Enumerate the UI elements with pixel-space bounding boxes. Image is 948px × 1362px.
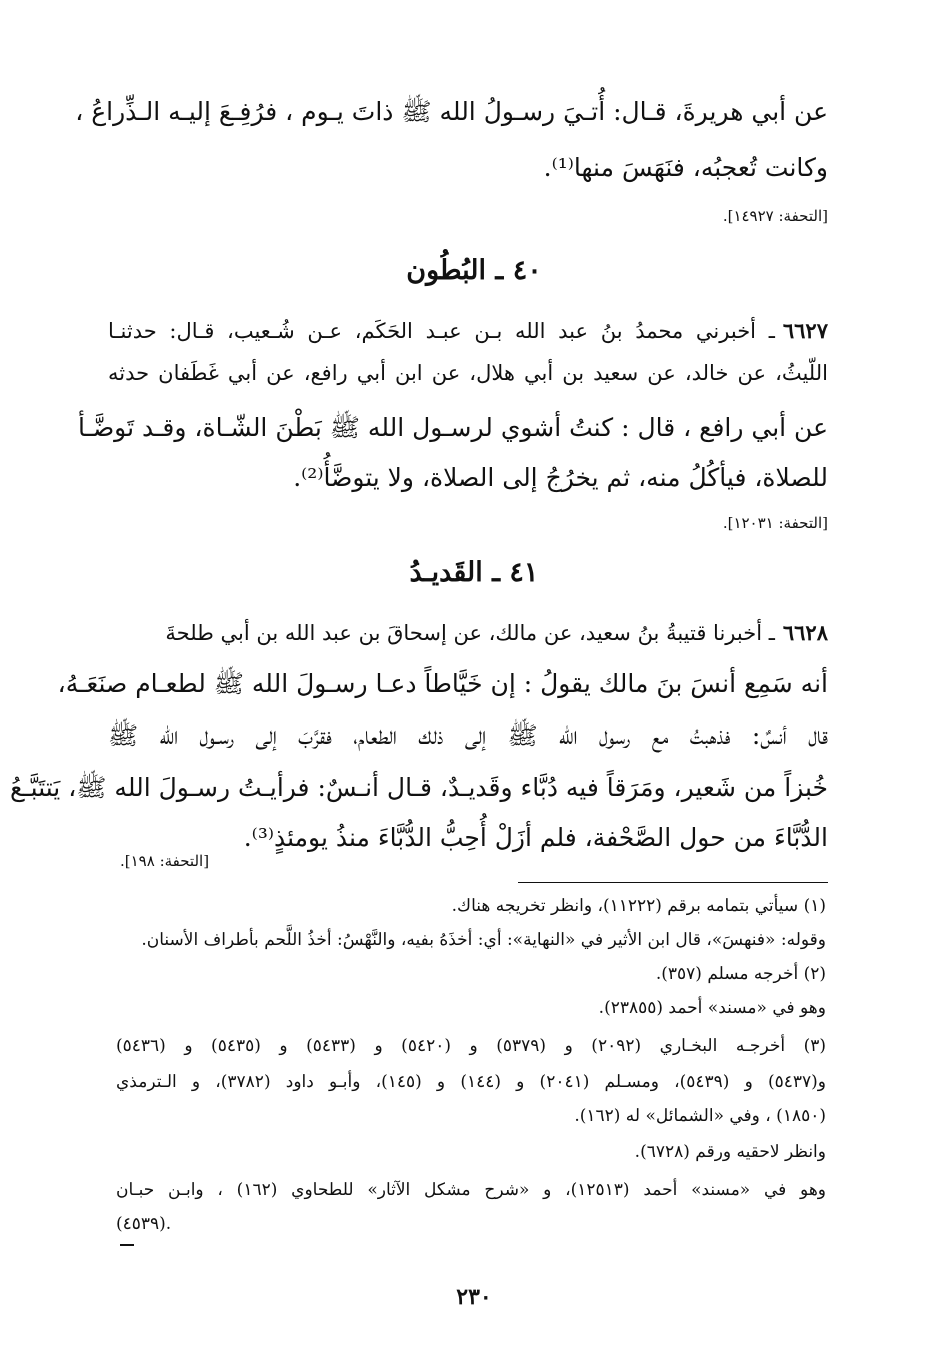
hadith-number: ٦٦٢٨: [782, 620, 828, 645]
isnad-line: [108, 318, 828, 344]
footnote-line: وقوله: «فنهسَ»، قال ابن الأثير في «النهاية»: أي: أخذَهُ بفيه، والنَّهْسُ: أخذُ اللَّحم بأطراف الأسنان.: [141, 930, 826, 950]
footnote-line: و(٥٤٣٧) و (٥٤٣٩)، ومسـلم (٢٠٤١) و (١٤٤) و (١٤٥)، وأبـو داود (٣٧٨٢)، و الـترمذي: [116, 1072, 826, 1092]
footnote-separator: [518, 882, 828, 883]
footnote-line: (١٨٥٠) ، وفي «الشمائل» له (١٦٢).: [574, 1106, 826, 1126]
chapter-heading: ٤١ ـ القَديـدُ: [409, 557, 539, 588]
hadith-text-line: عن أبي رافع ، قال : كنتُ أشوي لرسـول الله ﷺ بَطْنَ الشّـاة، وقـد تَوضَّـأ: [78, 413, 828, 442]
footnote-line: وهو في «مسند» أحمد (٢٣٨٥٥).: [598, 998, 826, 1018]
chapter-heading: ٤٠ ـ البُطُون: [406, 255, 542, 286]
isnad-text: ـ أخبرنا قتيبةُ بنُ سعيد، عن مالك، عن إسحاقَ بن عبد الله بن أبي طلحةَ: [165, 621, 775, 645]
isnad-line: اللّيثُ، عن خالد، عن سعيد بن أبي هلال، عن ابن أبي رافع، عن أبي غَطَفان حدثه: [108, 361, 828, 385]
footnote-line: وهو في «مسند» أحمد (١٢٥١٣)، و «شرح مشكل الآثار» للطحاوي (١٦٢) ، وابـن حبـان: [116, 1180, 827, 1200]
hadith-text-line: الدُّبَّاءَ من حول الصَّحْفة، فلم أزَلْ أُحِبُّ الدُّبَّاءَ منذُ يومئذٍ⁽³⁾.: [243, 823, 828, 852]
footnote-line: (٣) أخرجـه البخـاري (٢٠٩٢) و (٥٣٧٩) و (٥٤٢٠) و (٥٤٣٣) و (٥٤٣٥) و (٥٤٣٦): [116, 1036, 826, 1056]
isnad-text: ـ أخبرني محمدُ بنُ عبد الله بـن عبـد الحَكَم، عـن شُـعيب، قـال: حدثنـا: [108, 319, 775, 343]
hadith-text-line: قال أنسٌ: فذهبتُ مع رسول الله ﷺ إلى ذلك الطعام، فقرَّبَ إلى رسـول الله ﷺ: [108, 721, 828, 750]
isnad-line: [108, 620, 828, 646]
footnote-end-mark: [120, 1244, 134, 1246]
hadith-text-line: عن أبي هريرةَ، قـال: أُتـيَ رسـولُ الله ﷺ ذاتَ يـوم ، فرُفِـعَ إليـه الـذِّراعُ ،: [75, 97, 828, 126]
footnote-line: (٤٥٣٩).: [116, 1214, 172, 1234]
page-number: ٢٣٠: [456, 1284, 492, 1310]
footnote-line: (٢) أخرجه مسلم (٣٥٧).: [655, 964, 826, 984]
hadith-text-line: وكانت تُعجبُه، فنَهَسَ منها⁽¹⁾.: [543, 153, 828, 182]
footnote-line: (١) سيأتي بتمامه برقم (١١٢٢٢)، وانظر تخريجه هناك.: [451, 896, 826, 916]
hadith-text-line: للصلاة، فيأكُلُ منه، ثم يخرُجُ إلى الصلاة، ولا يتوضَّأُ⁽²⁾.: [293, 463, 828, 492]
tuhfa-reference: [التحفة: ١٤٩٢٧].: [722, 207, 828, 225]
tuhfa-reference: [التحفة: ١٩٨].: [120, 852, 210, 870]
hadith-number: ٦٦٢٧: [782, 318, 828, 343]
hadith-text-line: خُبزاً من شَعير، ومَرَقاً فيه دُبَّاء وقَديـدٌ، قـال أنـسٌ: فرأيـتُ رسـولَ الله ﷺ، يَتتَبَّـعُ: [10, 773, 828, 802]
footnote-line: وانظر لاحقيه ورقم (٦٧٢٨).: [634, 1142, 826, 1162]
hadith-text-line: أنه سَمِع أنسَ بنَ مالك يقولُ : إن خَيَّاطاً دعـا رسـولَ الله ﷺ لطعـام صنَعَـهُ،: [57, 669, 828, 698]
tuhfa-reference: [التحفة: ١٢٠٣١].: [722, 514, 828, 532]
